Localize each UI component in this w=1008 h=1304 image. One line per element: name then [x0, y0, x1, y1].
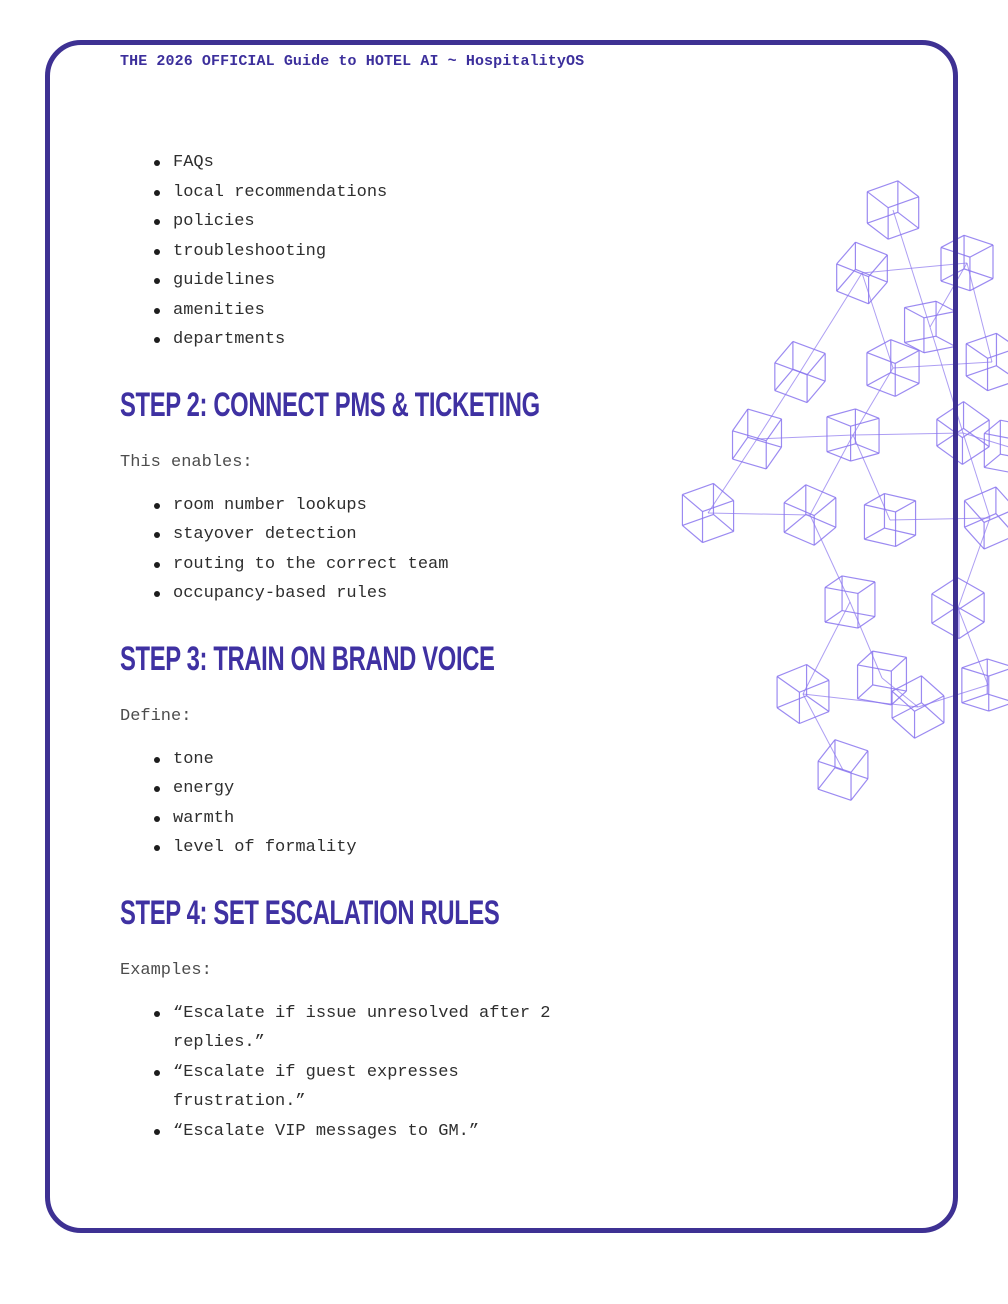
list-item: local recommendations	[120, 178, 573, 208]
list-item: amenities	[120, 296, 573, 326]
section-intro: Define:	[120, 706, 192, 726]
list-item: warmth	[120, 804, 573, 834]
intro-list	[120, 148, 958, 355]
list-item: guidelines	[120, 266, 573, 296]
list-item: stayover detection	[120, 520, 573, 550]
list-item: troubleshooting	[120, 237, 573, 267]
list-item: “Escalate if issue unresolved after 2 replies.”	[120, 999, 573, 1058]
section-list	[120, 745, 958, 863]
section-intro: Examples:	[120, 960, 212, 980]
list-item: FAQs	[120, 148, 573, 178]
list-item: room number lookups	[120, 491, 573, 521]
list-item: “Escalate if guest expresses frustration.”	[120, 1058, 573, 1117]
document-title: THE 2026 OFFICIAL Guide to HOTEL AI ~ HospitalityOS	[120, 53, 585, 70]
list-item: departments	[120, 325, 573, 355]
list-item: policies	[120, 207, 573, 237]
list-item: energy	[120, 774, 573, 804]
list-item: tone	[120, 745, 573, 775]
section-step-2	[120, 387, 958, 609]
list-item: routing to the correct team	[120, 550, 573, 580]
section-heading: STEP 4: SET ESCALATION RULES	[120, 893, 500, 932]
list-item: “Escalate VIP messages to GM.”	[120, 1117, 573, 1147]
section-list	[120, 491, 958, 609]
section-heading: STEP 3: TRAIN ON BRAND VOICE	[120, 639, 495, 678]
list-item: level of formality	[120, 833, 573, 863]
section-step-3	[120, 641, 958, 863]
page-content	[45, 40, 958, 1146]
list-item: occupancy-based rules	[120, 579, 573, 609]
section-heading: STEP 2: CONNECT PMS & TICKETING	[120, 385, 540, 424]
section-list	[120, 999, 958, 1147]
section-intro: This enables:	[120, 452, 253, 472]
section-step-4	[120, 895, 958, 1147]
